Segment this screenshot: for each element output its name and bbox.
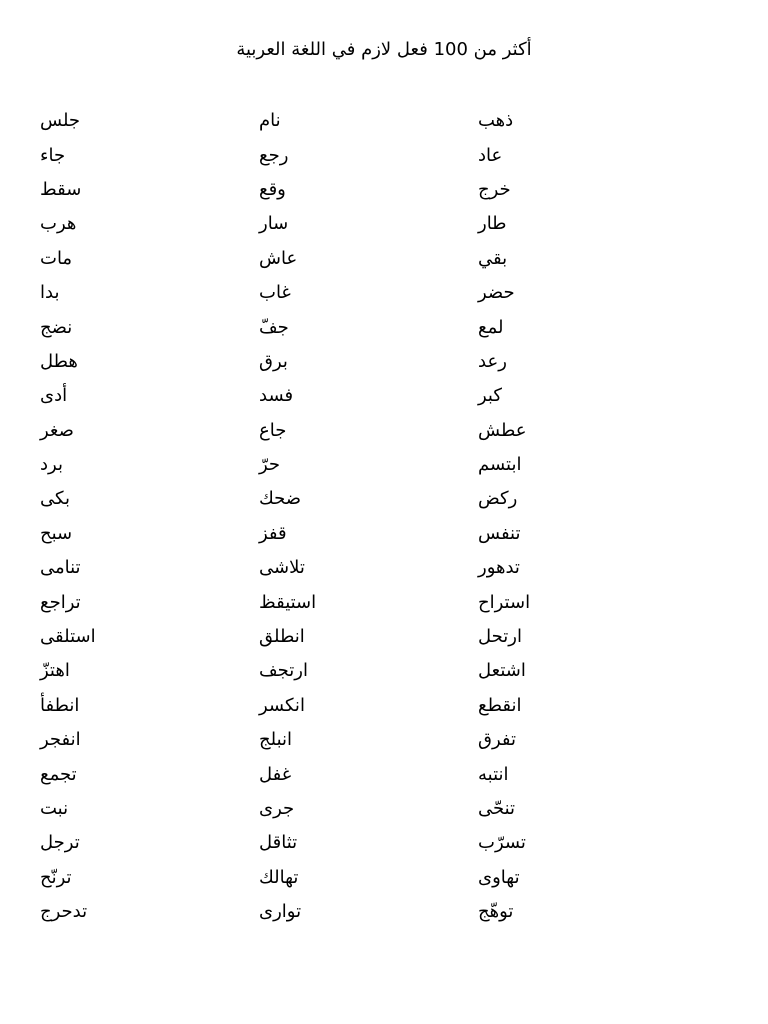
verb-cell: استيقظ [259, 591, 317, 613]
verb-cell: تنفس [478, 522, 521, 544]
verb-row [40, 310, 700, 344]
verb-cell: حرّ [259, 454, 281, 476]
verb-cell: تفرق [478, 729, 517, 751]
verb-cell: رجع [259, 144, 289, 166]
verb-row [40, 207, 700, 241]
verb-row [40, 517, 700, 551]
verb-row [40, 173, 700, 207]
verb-cell: نام [259, 110, 281, 132]
verb-row [40, 551, 700, 585]
verb-row [40, 345, 700, 379]
verb-cell: تجمع [40, 763, 77, 785]
verb-cell: نضج [40, 316, 73, 338]
verb-cell: توارى [259, 901, 302, 923]
verb-cell: صغر [40, 419, 74, 441]
verb-cell: تسرّب [478, 832, 526, 854]
verb-cell: تراجع [40, 591, 81, 613]
verb-cell: انبلج [259, 729, 293, 751]
verb-cell: ترجل [40, 832, 80, 854]
verb-cell: سبح [40, 522, 73, 544]
verb-cell: جاع [259, 419, 287, 441]
verb-cell: كبر [478, 385, 502, 407]
verb-row [40, 276, 700, 310]
verb-row [40, 792, 700, 826]
verb-row [40, 895, 700, 929]
verb-row [40, 826, 700, 860]
verb-row [40, 138, 700, 172]
verb-cell: تنحّى [478, 798, 516, 819]
verb-row [40, 861, 700, 895]
page-title: أكثر من 100 فعل لازم في اللغة العربية [236, 39, 532, 60]
verb-cell: اشتعل [478, 660, 526, 682]
verb-cell: بدا [40, 282, 60, 304]
verb-row [40, 104, 700, 138]
verb-row [40, 620, 700, 654]
verb-table [40, 104, 700, 929]
verb-cell: رعد [478, 350, 507, 372]
verb-cell: جفّ [259, 316, 289, 338]
verb-cell: سقط [40, 178, 82, 200]
verb-cell: بكى [40, 488, 70, 510]
verb-cell: عطش [478, 419, 527, 441]
verb-cell: سار [259, 213, 289, 235]
verb-cell: ركض [478, 488, 518, 510]
verb-cell: عاش [259, 247, 298, 269]
verb-cell: بقي [478, 247, 508, 269]
verb-cell: أدى [40, 385, 68, 407]
verb-cell: ذهب [478, 110, 514, 132]
verb-cell: خرج [478, 178, 511, 200]
verb-cell: استراح [478, 591, 531, 613]
verb-cell: تدحرج [40, 901, 88, 923]
verb-cell: ابتسم [478, 454, 522, 476]
verb-cell: نبت [40, 798, 69, 819]
verb-cell: تهالك [259, 866, 299, 888]
verb-row [40, 414, 700, 448]
verb-row [40, 757, 700, 791]
verb-cell: انقطع [478, 694, 522, 716]
verb-cell: تثاقل [259, 832, 298, 854]
verb-cell: طار [478, 213, 507, 235]
verb-cell: هرب [40, 213, 77, 235]
verb-cell: توهّج [478, 901, 514, 923]
verb-row [40, 723, 700, 757]
verb-cell: تدهور [478, 557, 520, 579]
verb-cell: ضحك [259, 488, 302, 510]
verb-cell: ترنّح [40, 866, 72, 888]
verb-cell: برق [259, 350, 288, 372]
verb-cell: برد [40, 454, 63, 476]
verb-cell: فسد [259, 385, 294, 407]
verb-row [40, 448, 700, 482]
verb-cell: لمع [478, 316, 504, 338]
verb-cell: غاب [259, 282, 291, 304]
verb-cell: حضر [478, 282, 515, 304]
verb-cell: مات [40, 247, 73, 269]
verb-cell: اهتزّ [40, 660, 70, 682]
verb-row [40, 482, 700, 516]
verb-cell: وقع [259, 178, 286, 200]
verb-cell: انفجر [40, 729, 81, 751]
verb-cell: جلس [40, 110, 81, 132]
verb-cell: ارتجف [259, 660, 308, 682]
verb-cell: انطلق [259, 626, 305, 648]
verb-cell: ارتحل [478, 626, 522, 648]
verb-row [40, 585, 700, 619]
verb-cell: انتبه [478, 763, 509, 785]
verb-cell: انطفأ [40, 694, 80, 716]
verb-cell: انكسر [259, 694, 305, 716]
verb-cell: غفل [259, 763, 292, 785]
verb-cell: هطل [40, 350, 78, 372]
verb-row [40, 379, 700, 413]
verb-row [40, 689, 700, 723]
verb-cell: قفز [259, 522, 287, 544]
verb-cell: جرى [259, 798, 295, 819]
verb-cell: تلاشى [259, 557, 305, 579]
verb-cell: تنامى [40, 557, 81, 579]
verb-cell: عاد [478, 144, 503, 166]
verb-cell: جاء [40, 144, 66, 166]
verb-row [40, 242, 700, 276]
verb-cell: تهاوى [478, 866, 520, 888]
verb-row [40, 654, 700, 688]
verb-cell: استلقى [40, 626, 96, 648]
